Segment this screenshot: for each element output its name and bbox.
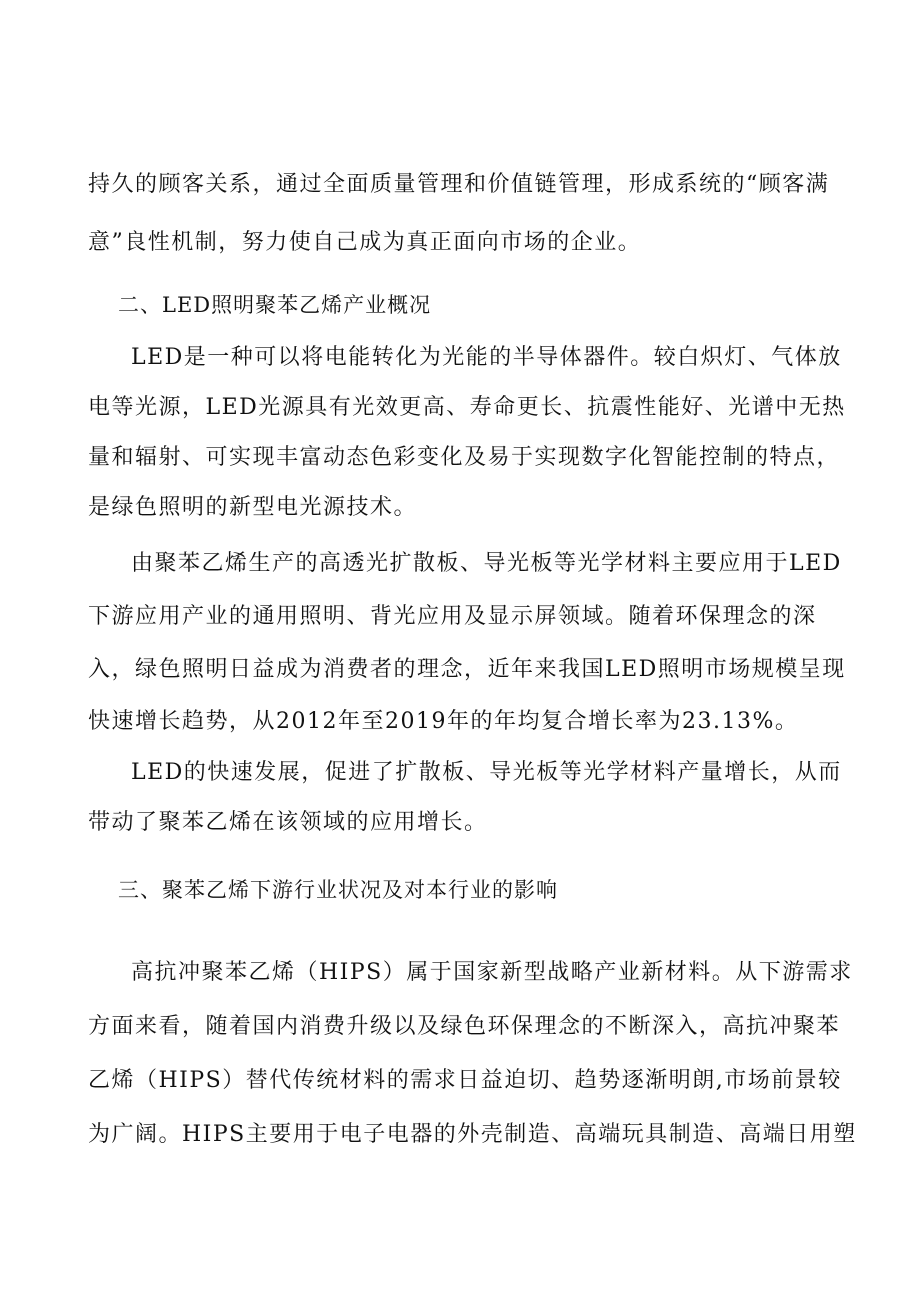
paragraph-5-line-2: 方面来看，随着国内消费升级以及绿色环保理念的不断深入，高抗冲聚苯 [88,1014,841,1039]
paragraph-2-line-3: 量和辐射、可实现丰富动态色彩变化及易于实现数字化智能控制的特点， [88,445,841,470]
paragraph-2-line-2: 电等光源，LED光源具有光效更高、寿命更长、抗震性能好、光谱中无热 [88,395,846,420]
paragraph-3-line-3: 入，绿色照明日益成为消费者的理念，近年来我国LED照明市场规模呈现 [88,657,846,682]
paragraph-5-line-1: 高抗冲聚苯乙烯（HIPS）属于国家新型战略产业新材料。从下游需求 [131,960,853,985]
paragraph-1-line-1: 持久的顾客关系，通过全面质量管理和价值链管理，形成系统的“顾客满 [88,172,830,197]
paragraph-3-line-4: 快速增长趋势，从2012年至2019年的年均复合增长率为23.13%。 [88,709,799,734]
paragraph-2-line-4: 是绿色照明的新型电光源技术。 [88,495,418,520]
section-heading-downstream: 三、聚苯乙烯下游行业状况及对本行业的影响 [118,878,558,902]
paragraph-3-line-1: 由聚苯乙烯生产的高透光扩散板、导光板等光学材料主要应用于LED [131,551,842,576]
paragraph-4-line-2: 带动了聚苯乙烯在该领域的应用增长。 [88,810,488,835]
paragraph-4-line-1: LED的快速发展，促进了扩散板、导光板等光学材料产量增长，从而 [131,760,842,785]
section-heading-led: 二、LED照明聚苯乙烯产业概况 [118,293,432,317]
paragraph-5-line-3: 乙烯（HIPS）替代传统材料的需求日益迫切、趋势逐渐明朗,市场前景较 [88,1068,842,1093]
paragraph-2-line-1: LED是一种可以将电能转化为光能的半导体器件。较白炽灯、气体放 [131,345,842,370]
paragraph-5-line-4: 为广阔。HIPS主要用于电子电器的外壳制造、高端玩具制造、高端日用塑 [88,1122,857,1147]
paragraph-3-line-2: 下游应用产业的通用照明、背光应用及显示屏领域。随着环保理念的深 [88,604,817,629]
paragraph-1-line-2: 意”良性机制，努力使自己成为真正面向市场的企业。 [88,230,642,255]
